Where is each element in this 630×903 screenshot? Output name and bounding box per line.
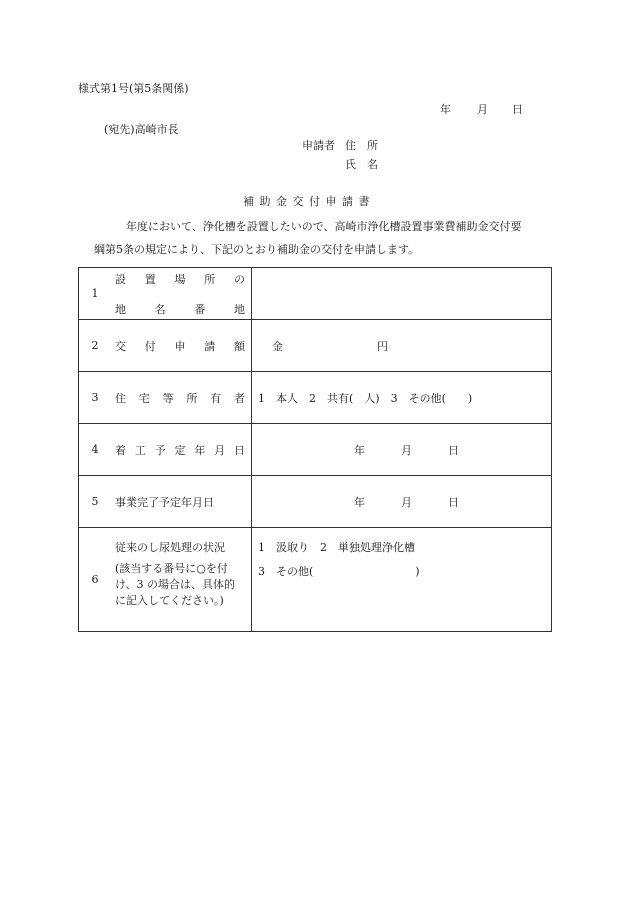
intro-line-2: 綱第5条の規定により、下記のとおり補助金の交付を申請します。 — [94, 243, 420, 256]
construction-start-field[interactable]: 年 月 日 — [252, 424, 552, 476]
previous-treatment-options[interactable] — [252, 528, 552, 632]
intro-line-1: 年度において、浄化槽を設置したいので、高崎市浄化槽設置事業費補助金交付要 — [126, 220, 522, 233]
grant-amount-field[interactable] — [252, 320, 552, 372]
treatment-option-1-2: 1 汲取り 2 単独処理浄化槽 — [258, 541, 415, 554]
completion-date-field[interactable]: 年 月 日 — [252, 476, 552, 528]
previous-treatment-note: (該当する番号に○を付け、3 の場合は、具体的に記入してください。) — [115, 562, 236, 607]
date-month-label: 月 — [477, 103, 488, 116]
applicant-address-label: 住 所 — [345, 139, 378, 152]
row-previous-treatment — [79, 528, 552, 632]
document-title: 補 助 金 交 付 申 請 書 — [243, 195, 371, 208]
date-day-label: 日 — [512, 103, 523, 116]
row-number: 6 — [79, 528, 112, 632]
grant-amount-label: 交 付 申 請 額 — [111, 320, 252, 372]
row-number: 3 — [79, 372, 112, 424]
previous-treatment-label: 従来のし尿処理の状況 (該当する番号に○を付け、3 の場合は、具体的に記入してください。) — [111, 528, 252, 632]
construction-start-label: 着 工 予 定 年 月 日 — [111, 424, 252, 476]
addressee: (宛先)高崎市長 — [104, 123, 179, 136]
yen-label: 円 — [377, 339, 388, 353]
treatment-option-3: 3 その他( ) — [258, 565, 420, 578]
row-number: 1 — [79, 268, 112, 320]
owner-options[interactable]: 1 本人 2 共有( 人) 3 その他( ) — [252, 372, 552, 424]
completion-date-label: 事業完了予定年月日 — [111, 476, 252, 528]
row-installation-location — [79, 268, 552, 320]
row-construction-start-date — [79, 424, 552, 476]
date-year-label: 年 — [440, 103, 451, 116]
row-grant-amount — [79, 320, 552, 372]
installation-location-field[interactable] — [252, 268, 552, 320]
kin-label: 金 — [272, 339, 283, 353]
form-number: 様式第1号(第5条関係) — [78, 82, 189, 95]
row-number: 4 — [79, 424, 112, 476]
row-number: 5 — [79, 476, 112, 528]
owner-label: 住 宅 等 所 有 者 — [111, 372, 252, 424]
applicant-name-label: 氏 名 — [345, 158, 378, 171]
row-completion-date — [79, 476, 552, 528]
row-owner — [79, 372, 552, 424]
installation-location-label: 設 置 場 所 の 地 名 番 地 — [111, 268, 252, 320]
row-number: 2 — [79, 320, 112, 372]
application-form-table — [78, 267, 552, 632]
applicant-label: 申請者 — [302, 139, 335, 152]
